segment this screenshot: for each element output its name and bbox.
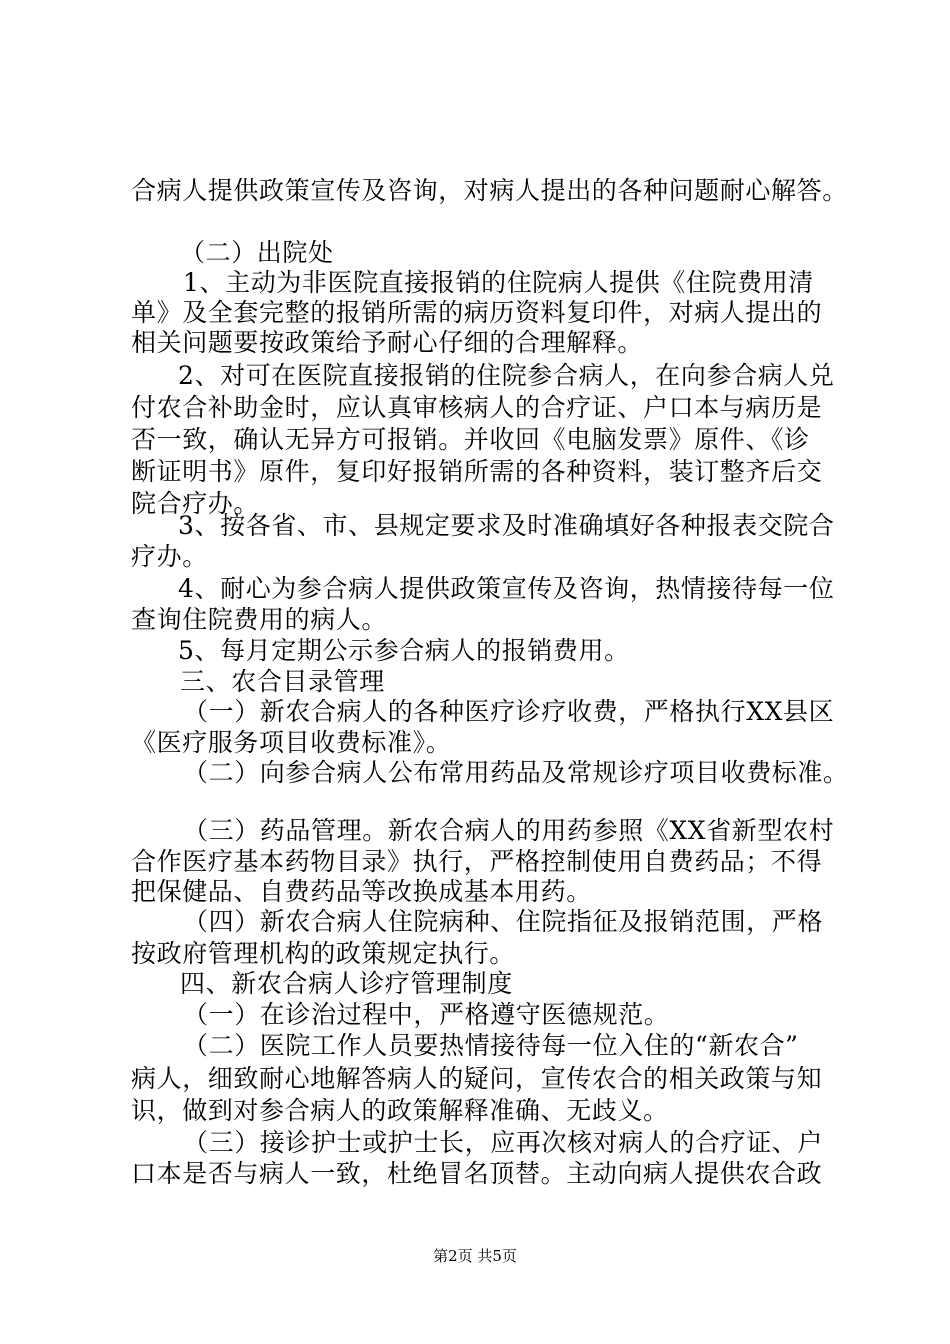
text-line: 1、主动为非医院直接报销的住院病人提供《住院费用清 (183, 268, 814, 297)
section-heading: （二）出院处 (180, 238, 334, 267)
text-line: 4、耐心为参合病人提供政策宣传及咨询，热情接待每一位 (178, 574, 835, 603)
text-line: 2、对可在医院直接报销的住院参合病人，在向参合病人兑 (178, 361, 835, 390)
page-number-footer: 第2页 共5页 (433, 1247, 517, 1265)
text-line: 按政府管理机构的政策规定执行。 (131, 939, 516, 968)
text-line: （一）在诊治过程中，严格遵守医德规范。 (183, 1000, 670, 1029)
text-line: （二）向参合病人公布常用药品及常规诊疗项目收费标准。 (183, 758, 849, 787)
text-line: 《医疗服务项目收费标准》。 (131, 728, 452, 757)
text-line: 疗办。 (131, 542, 208, 571)
text-line: 口本是否与病人一致，杜绝冒名顶替。主动向病人提供农合政 (131, 1159, 823, 1188)
text-line: 3、按各省、市、县规定要求及时准确填好各种报表交院合 (178, 511, 835, 540)
text-line: 5、每月定期公示参合病人的报销费用。 (178, 636, 630, 665)
text-line: 否一致，确认无异方可报销。并收回《电脑发票》原件、《诊 (131, 425, 810, 454)
text-line: （四）新农合病人住院病种、住院指征及报销范围，严格 (183, 907, 824, 936)
text-line: 识，做到对参合病人的政策解释准确、无歧义。 (131, 1096, 669, 1125)
text-line: 查询住院费用的病人。 (131, 605, 388, 634)
text-line: （三）药品管理。新农合病人的用药参照《XX省新型农村 (183, 816, 835, 845)
text-line: 把保健品、自费药品等改换成基本用药。 (131, 877, 592, 906)
text-line: 相关问题要按政策给予耐心仔细的合理解释。 (131, 328, 644, 357)
text-line: 院合疗办。 (131, 489, 260, 518)
text-line: （三）接诊护士或护士长，应再次核对病人的合疗证、户 (183, 1128, 824, 1157)
text-line: 病人，细致耐心地解答病人的疑问，宣传农合的相关政策与知 (131, 1064, 823, 1093)
text-line: 断证明书》原件，复印好报销所需的各种资料，装订整齐后交 (131, 457, 823, 486)
text-line: 合病人提供政策宣传及咨询，对病人提出的各种问题耐心解答。 (131, 176, 848, 205)
section-heading: 三、农合目录管理 (180, 667, 385, 696)
text-line: 单》及全套完整的报销所需的病历资料复印件，对病人提出的 (131, 298, 823, 327)
text-line: （二）医院工作人员要热情接待每一位入住的“新农合” (183, 1031, 799, 1060)
section-heading: 四、新农合病人诊疗管理制度 (180, 969, 513, 998)
text-line: （一）新农合病人的各种医疗诊疗收费，严格执行XX县区 (183, 697, 835, 726)
text-line: 付农合补助金时，应认真审核病人的合疗证、户口本与病历是 (131, 393, 823, 422)
text-line: 合作医疗基本药物目录》执行，严格控制使用自费药品；不得 (131, 847, 823, 876)
